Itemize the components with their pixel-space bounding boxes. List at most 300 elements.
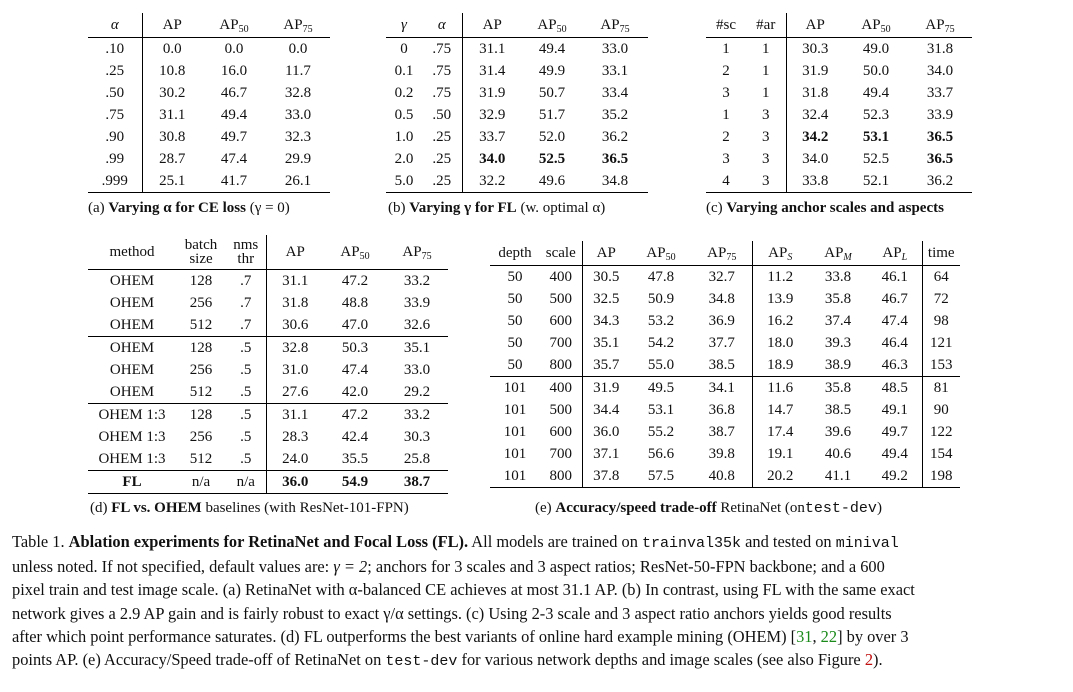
table-e-header: [490, 241, 960, 266]
table-cell: 52.5: [538, 151, 566, 167]
table-cell: 11.2: [767, 269, 794, 285]
table-cell: 42.0: [341, 384, 369, 400]
table-cell: 41.1: [824, 468, 852, 484]
table-cell: 37.7: [692, 332, 752, 354]
table-cell: 153: [930, 357, 953, 373]
table-cell: 11.7: [285, 63, 311, 79]
table-cell: 50: [507, 357, 523, 373]
table-cell: 128: [189, 273, 213, 289]
table-cell: 32.2: [479, 173, 506, 189]
table-cell: 38.7: [386, 471, 448, 494]
table-cell: 800: [540, 465, 582, 488]
table-cell: 72: [933, 291, 949, 307]
table-cell: 47.2: [324, 404, 386, 427]
caption-line-5: after which point performance saturates. (d) FL outperforms the best variants of online hard example mining (OHEM) [31, 22] by over 3: [12, 626, 909, 646]
table-b-col-ap75: $AP_{75}$: [600, 17, 630, 35]
table-d-col-method: method: [109, 244, 155, 260]
table-cell: 700: [540, 443, 582, 465]
table-cell: 34.0: [926, 63, 954, 79]
table-cell: 33.7: [926, 85, 954, 101]
table-c-col-ap: AP: [805, 17, 825, 33]
table-cell: .25: [422, 148, 462, 170]
table-cell: 29.9: [284, 151, 312, 167]
table-cell: 29.2: [403, 384, 431, 400]
table-row: [88, 381, 448, 404]
table-a-col-ap75: $AP_{75}$: [283, 17, 313, 35]
table-cell: 26.1: [284, 173, 312, 189]
table-cell: 18.0: [767, 335, 794, 351]
table-cell: 41.7: [220, 173, 248, 189]
table-cell: 0.0: [288, 41, 308, 57]
table-d: [88, 235, 448, 494]
table-cell: 49.2: [868, 465, 922, 488]
table-row: [88, 170, 330, 193]
table-cell: 49.1: [868, 399, 922, 421]
table-row: [706, 60, 972, 82]
table-row: [88, 104, 330, 126]
table-cell: 1: [746, 38, 786, 61]
table-cell: 1: [746, 60, 786, 82]
table-cell: 36.9: [692, 310, 752, 332]
caption-line-3: pixel train and test image scale. (a) RetinaNet with α-balanced CE achieves at most 31.1 AP. (b) In contrast, using FL with the same exact: [12, 580, 915, 600]
table-cell: 49.6: [538, 173, 566, 189]
table-cell: .5: [226, 381, 266, 404]
table-row: [706, 82, 972, 104]
table-e-col-apm: $AP_M$: [824, 245, 852, 263]
table-cell: 128: [176, 404, 226, 427]
table-cell: 14.7: [767, 402, 794, 418]
table-b-caption: (b) Varying γ for FL (w. optimal α): [388, 200, 606, 216]
table-cell: .50: [422, 104, 462, 126]
table-cell: 39.3: [824, 335, 852, 351]
table-cell: 17.4: [767, 424, 794, 440]
table-cell: 0.2: [394, 85, 414, 101]
citation-link-31[interactable]: 31: [796, 626, 813, 646]
table-cell: 30.3: [403, 429, 431, 445]
table-cell: 36.5: [926, 151, 954, 167]
table-row: [386, 104, 648, 126]
table-row: [490, 443, 960, 465]
table-cell: 31.0: [282, 362, 309, 378]
table-cell: 31.8: [926, 41, 954, 57]
table-cell: 16.2: [767, 313, 794, 329]
table-cell: 121: [930, 335, 953, 351]
table-cell: .25: [422, 170, 462, 193]
table-cell: 32.6: [403, 317, 431, 333]
table-cell: 39.8: [692, 443, 752, 465]
table-cell: 700: [540, 332, 582, 354]
table-cell: 30.6: [282, 317, 309, 333]
table-cell: 256: [189, 429, 213, 445]
table-cell: 0.5: [394, 107, 414, 123]
table-cell: 90: [933, 402, 949, 418]
table-cell: 4: [722, 173, 730, 189]
table-cell: 3: [722, 151, 730, 167]
caption-line-4: network gives a 2.9 AP gain and is fairly robust to exact γ/α settings. (c) Using 2-3 scale and 3 aspect ratio anchors yields good results: [12, 603, 892, 623]
table-cell: 31.9: [582, 377, 630, 400]
table-cell: .90: [88, 126, 142, 148]
table-cell: OHEM 1:3: [98, 451, 166, 467]
table-cell: 30.2: [159, 85, 186, 101]
table-cell: .5: [226, 404, 266, 427]
table-cell: 50: [507, 335, 523, 351]
table-c-col-sc: #sc: [716, 17, 736, 33]
table-cell: 46.1: [868, 266, 922, 289]
table-row: [386, 148, 648, 170]
table-row: [386, 38, 648, 61]
table-cell: 36.0: [266, 471, 324, 494]
table-cell: 47.8: [647, 269, 675, 285]
table-cell: 35.8: [824, 291, 852, 307]
table-cell: 34.3: [593, 313, 620, 329]
table-row: [88, 471, 448, 494]
table-row: [88, 337, 448, 360]
table-cell: 35.1: [386, 337, 448, 360]
table-cell: 3: [746, 148, 786, 170]
table-cell: 47.4: [220, 151, 248, 167]
table-cell: 33.1: [601, 63, 629, 79]
table-cell: 11.6: [752, 377, 808, 400]
table-cell: 52.1: [862, 173, 890, 189]
table-cell: 512: [189, 317, 213, 333]
table-cell: n/a: [226, 471, 266, 494]
table-cell: 1: [722, 41, 730, 57]
table-cell: .75: [422, 82, 462, 104]
table-cell: 35.2: [601, 107, 629, 123]
table-cell: 36.0: [593, 424, 620, 440]
table-e-col-ap50: $AP_{50}$: [646, 245, 676, 263]
caption-line-1: Table 1. Ablation experiments for RetinaNet and Focal Loss (FL). All models are trained on trainval35k and tested on minival: [12, 532, 899, 552]
table-row: [490, 266, 960, 289]
table-cell: 50: [507, 269, 523, 285]
table-row: [386, 170, 648, 193]
figure-link-2[interactable]: 2: [864, 650, 874, 670]
table-cell: OHEM: [109, 384, 155, 400]
table-cell: 40.8: [692, 465, 752, 488]
table-cell: 512: [189, 384, 213, 400]
table-cell: .99: [88, 148, 142, 170]
table-cell: 33.0: [403, 362, 431, 378]
table-b-header: [386, 13, 648, 38]
table-b-col-alpha: α: [422, 13, 462, 38]
table-cell: 35.8: [808, 377, 868, 400]
table-row: [386, 126, 648, 148]
table-d-caption: (d) FL vs. OHEM baselines (with ResNet-101-FPN): [90, 500, 409, 516]
table-cell: 31.1: [266, 404, 324, 427]
table-cell: 38.5: [824, 402, 852, 418]
table-c-caption: (c) Varying anchor scales and aspects: [706, 200, 944, 216]
table-cell: 35.1: [593, 335, 620, 351]
table-row: [490, 399, 960, 421]
table-cell: 48.5: [868, 377, 922, 400]
table-cell: 49.0: [862, 41, 890, 57]
table-cell: 32.8: [284, 85, 312, 101]
table-cell: 40.6: [824, 446, 852, 462]
table-cell: 101: [490, 377, 540, 400]
table-row: [88, 404, 448, 427]
table-cell: 49.9: [538, 63, 566, 79]
table-cell: .75: [88, 104, 142, 126]
table-a-col-ap: AP: [162, 17, 182, 33]
table-cell: 53.1: [862, 129, 890, 145]
table-cell: 38.5: [692, 354, 752, 377]
table-row: [88, 38, 330, 61]
table-cell: 19.1: [767, 446, 794, 462]
table-cell: 47.4: [868, 310, 922, 332]
table-cell: 49.4: [862, 85, 890, 101]
table-cell: 53.2: [647, 313, 675, 329]
table-cell: 38.9: [824, 357, 852, 373]
table-cell: 28.7: [159, 151, 186, 167]
table-cell: 30.3: [802, 41, 829, 57]
table-row: [490, 465, 960, 488]
table-c-body: [706, 38, 972, 193]
table-cell: 49.7: [220, 129, 248, 145]
table-cell: 31.1: [159, 107, 186, 123]
table-cell: 36.8: [692, 399, 752, 421]
table-cell: 51.7: [538, 107, 566, 123]
table-cell: 500: [540, 288, 582, 310]
table-cell: 49.4: [538, 41, 566, 57]
table-cell: 154: [930, 446, 953, 462]
table-d-col-batch: batch size: [184, 237, 218, 267]
main-caption: [12, 530, 1062, 673]
table-cell: 32.4: [802, 107, 829, 123]
caption-line-6: points AP. (e) Accuracy/Speed trade-off of RetinaNet on test-dev for various network depths and image scales (see also Figure 2).: [12, 650, 883, 671]
table-cell: 2.0: [394, 151, 414, 167]
table-cell: 49.5: [630, 377, 692, 400]
table-e-caption: (e) Accuracy/speed trade-off RetinaNet (ontest-dev): [535, 500, 882, 517]
table-cell: 55.0: [647, 357, 675, 373]
table-d-col-ap50: $AP_{50}$: [340, 244, 370, 262]
table-cell: 10.8: [159, 63, 186, 79]
table-row: [706, 126, 972, 148]
table-cell: 32.8: [266, 337, 324, 360]
table-e-col-depth: depth: [498, 245, 532, 261]
table-row: [706, 38, 972, 61]
table-cell: 50.0: [862, 63, 890, 79]
table-e-col-ap: AP: [596, 245, 616, 261]
table-cell: 33.0: [601, 41, 629, 57]
table-c: [706, 13, 972, 193]
table-cell: 55.2: [647, 424, 675, 440]
table-cell: 52.3: [862, 107, 890, 123]
table-cell: OHEM: [88, 337, 176, 360]
table-cell: 34.2: [802, 129, 829, 145]
table-cell: .7: [226, 270, 266, 293]
table-cell: .5: [226, 448, 266, 471]
table-row: [88, 448, 448, 471]
table-cell: 30.5: [593, 269, 620, 285]
table-cell: 3: [722, 85, 730, 101]
table-cell: 0.0: [224, 41, 244, 57]
table-cell: 101: [503, 446, 527, 462]
table-row: [88, 60, 330, 82]
table-cell: 256: [189, 295, 213, 311]
table-cell: 31.8: [282, 295, 309, 311]
table-row: [88, 148, 330, 170]
table-cell: 5.0: [394, 173, 414, 189]
table-cell: .999: [88, 170, 142, 193]
table-row: [386, 82, 648, 104]
table-cell: 35.7: [593, 357, 620, 373]
table-cell: 0: [400, 41, 408, 57]
table-cell: 54.2: [647, 335, 675, 351]
table-cell: .50: [88, 82, 142, 104]
table-cell: 46.7: [868, 288, 922, 310]
table-row: [88, 426, 448, 448]
table-cell: 34.0: [479, 151, 506, 167]
table-cell: 31.9: [479, 85, 506, 101]
table-cell: 400: [540, 266, 582, 289]
citation-link-22[interactable]: 22: [820, 626, 838, 646]
table-cell: .5: [226, 426, 266, 448]
table-cell: 20.2: [767, 468, 794, 484]
table-cell: 600: [540, 310, 582, 332]
table-cell: 98: [933, 313, 949, 329]
caption-line-2: unless noted. If not specified, default values are: γ = 2; anchors for 3 scales and 3 aspect ratios; ResNet-50-FPN backbone; and a 600: [12, 557, 885, 577]
table-cell: 256: [189, 362, 213, 378]
table-a-header: [88, 13, 330, 38]
table-cell: 33.7: [479, 129, 506, 145]
table-e-col-scale: scale: [540, 241, 582, 266]
table-cell: 101: [503, 468, 527, 484]
table-row: [88, 270, 448, 293]
table-row: [88, 82, 330, 104]
table-a-col-alpha: α: [88, 13, 142, 38]
table-row: [490, 354, 960, 377]
table-e-col-aps: $AP_S$: [768, 245, 793, 263]
table-a: [88, 13, 330, 193]
table-cell: .7: [226, 314, 266, 337]
table-cell: 3: [746, 126, 786, 148]
table-row: [490, 310, 960, 332]
table-cell: 128: [176, 337, 226, 360]
table-cell: OHEM: [109, 295, 155, 311]
table-d-block: [88, 235, 448, 494]
table-cell: n/a: [176, 471, 226, 494]
table-cell: 37.1: [593, 446, 620, 462]
table-b-body: [386, 38, 648, 193]
table-cell: 512: [189, 451, 213, 467]
table-cell: 24.0: [282, 451, 309, 467]
table-cell: 33.2: [403, 273, 431, 289]
table-cell: .5: [226, 359, 266, 381]
table-cell: 52.5: [862, 151, 890, 167]
table-e-col-apl: $AP_L$: [868, 241, 922, 266]
table-cell: 37.8: [593, 468, 620, 484]
table-cell: 33.2: [386, 404, 448, 427]
table-cell: 50: [507, 313, 523, 329]
table-cell: OHEM 1:3: [88, 404, 176, 427]
table-b-block: [386, 13, 648, 193]
table-a-col-ap50: $AP_{50}$: [219, 17, 249, 35]
table-b-col-ap: AP: [482, 17, 502, 33]
table-a-block: [88, 13, 330, 193]
table-cell: 33.8: [824, 269, 852, 285]
table-cell: 49.7: [868, 421, 922, 443]
table-cell: 49.4: [220, 107, 248, 123]
table-cell: 50.3: [324, 337, 386, 360]
table-cell: 47.0: [341, 317, 369, 333]
table-cell: 3: [746, 170, 786, 193]
table-c-col-ap50: $AP_{50}$: [861, 17, 891, 35]
table-b: [386, 13, 648, 193]
table-cell: 33.0: [284, 107, 312, 123]
table-cell: .75: [422, 60, 462, 82]
table-cell: .7: [226, 292, 266, 314]
table-cell: 46.3: [868, 354, 922, 377]
table-cell: 3: [746, 104, 786, 126]
table-cell: 56.6: [647, 446, 675, 462]
table-d-body: [88, 270, 448, 494]
table-e-col-time: time: [927, 245, 955, 261]
table-cell: 32.5: [593, 291, 620, 307]
table-row: [706, 170, 972, 193]
table-cell: 122: [930, 424, 953, 440]
table-cell: 34.0: [802, 151, 829, 167]
table-row: [490, 332, 960, 354]
table-c-header: [706, 13, 972, 38]
table-cell: FL: [88, 471, 176, 494]
table-cell: 64: [933, 269, 949, 285]
table-a-caption: (a) Varying α for CE loss (γ = 0): [88, 200, 290, 216]
table-cell: 47.4: [341, 362, 369, 378]
table-cell: 33.9: [403, 295, 431, 311]
table-row: [88, 292, 448, 314]
table-d-col-ap: AP: [285, 244, 305, 260]
table-row: [490, 421, 960, 443]
table-cell: 101: [503, 402, 527, 418]
table-cell: 36.5: [601, 151, 629, 167]
table-cell: 33.4: [601, 85, 629, 101]
table-cell: .25: [422, 126, 462, 148]
table-row: [88, 359, 448, 381]
table-cell: 53.1: [647, 402, 675, 418]
table-cell: 34.4: [593, 402, 620, 418]
table-cell: 1.0: [394, 129, 414, 145]
table-c-col-ar: #ar: [746, 13, 786, 38]
table-row: [490, 288, 960, 310]
table-e-col-ap75: $AP_{75}$: [692, 241, 752, 266]
table-cell: 400: [540, 377, 582, 400]
table-row: [490, 377, 960, 400]
table-row: [706, 104, 972, 126]
table-cell: 1: [746, 82, 786, 104]
table-e: [490, 241, 960, 488]
table-cell: 25.1: [159, 173, 186, 189]
table-cell: 35.5: [341, 451, 369, 467]
table-cell: OHEM 1:3: [98, 429, 166, 445]
table-cell: 31.8: [802, 85, 829, 101]
table-cell: 0.0: [162, 41, 182, 57]
table-cell: 34.8: [601, 173, 629, 189]
table-a-body: [88, 38, 330, 193]
table-cell: 16.0: [220, 63, 248, 79]
table-row: [88, 314, 448, 337]
table-cell: 30.8: [159, 129, 186, 145]
table-d-col-ap75: $AP_{75}$: [402, 244, 432, 262]
table-cell: 36.2: [601, 129, 629, 145]
table-cell: 198: [930, 468, 953, 484]
table-cell: 36.2: [926, 173, 954, 189]
table-cell: 50: [507, 291, 523, 307]
table-row: [88, 126, 330, 148]
table-cell: 81: [922, 377, 960, 400]
table-e-body: [490, 266, 960, 488]
table-e-block: [490, 241, 960, 488]
table-cell: 57.5: [647, 468, 675, 484]
